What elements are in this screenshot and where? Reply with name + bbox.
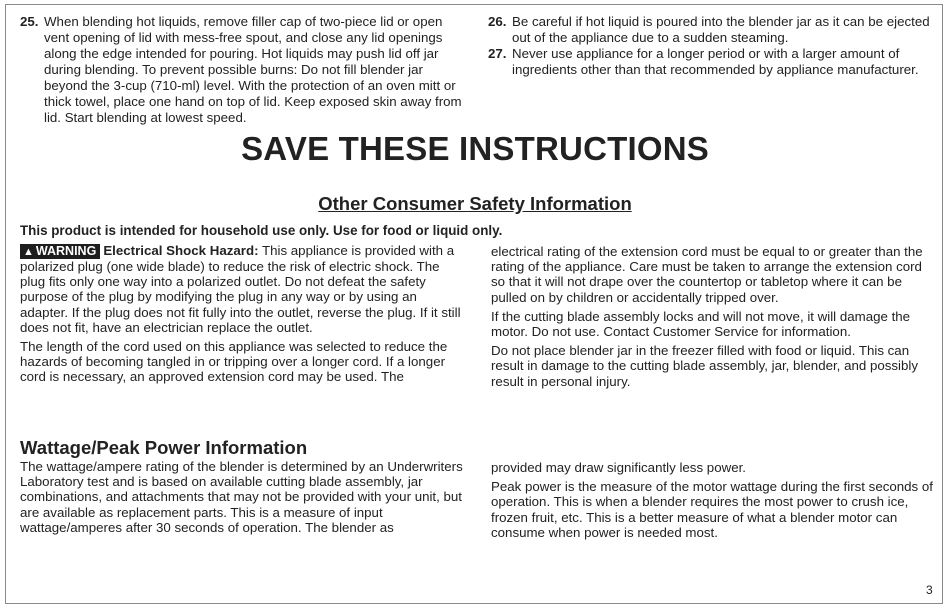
item-number: 27. <box>488 46 507 61</box>
page-number: 3 <box>926 583 933 597</box>
safety-list-left <box>20 14 470 126</box>
wattage-title: Wattage/Peak Power Information <box>20 437 308 458</box>
freezer-paragraph: Do not place blender jar in the freezer filled with food or liquid. This can result in damage to the cutting blade assembly, jar, blender, and possibly result in personal injury. <box>491 343 918 389</box>
left-column-bottom <box>20 459 466 539</box>
item-text: Never use appliance for a longer period or with a larger amount of ingredients other than that recommended by appliance manufacturer. <box>512 46 919 77</box>
wattage-paragraph: The wattage/ampere rating of the blender is determined by an Underwriters Laboratory test and is based on available cutting blade assembly, jar combinations, and attachments that may not be provided with your unit, but are available as replacement parts. This is a measure of input wattage/amperes after 30 seconds of operation. The blender as <box>20 459 463 535</box>
cord-paragraph: The length of the cord used on this appliance was selected to reduce the hazards of becoming tangled in or tripping over a longer cord. If a longer cord is necessary, an approved extension cord may be used. The <box>20 339 448 385</box>
right-column-bottom <box>491 460 937 544</box>
warning-label-text: WARNING <box>35 244 97 258</box>
item-text: Be careful if hot liquid is poured into the blender jar as it can be ejected out of the appliance due to a sudden steaming. <box>512 14 930 45</box>
left-column-top <box>20 243 466 389</box>
blade-paragraph: If the cutting blade assembly locks and will not move, it will damage the motor. Do not use. Contact Customer Service for information. <box>491 308 911 340</box>
hazard-heading: Electrical Shock Hazard: <box>103 243 259 258</box>
household-notice: This product is intended for household use only. Use for food or liquid only. <box>20 223 503 238</box>
item-number: 25. <box>20 14 39 29</box>
warning-text: This appliance is provided with a polarized plug (one wide blade) to reduce the risk of electric shock. The plug fits only one way into a polarized outlet. Do not defeat the safety purpose of the plug by modifying the plug in any way or by using an adapter. If the plug does not fit fully into the outlet, reverse the plug. If it still does not fit, have an electrician replace the outlet. <box>20 243 461 335</box>
warning-paragraph <box>20 243 466 335</box>
right-column-top <box>491 244 937 393</box>
warning-triangle-icon: ▲ <box>23 246 34 258</box>
item-text: When blending hot liquids, remove filler cap of two-piece lid or open vent opening of lid with mess-free spout, and close any lid openings along the edge intended for pouring. Hot liquids may push lid off jar during blending. To prevent possible burns: Do not fill blender jar beyond the 3-cup (710-ml) level. With the protection of an oven mitt or thick towel, place one hand on top of lid. Keep exposed skin away from lid. Start blending at lowest speed. <box>44 14 462 125</box>
list-item <box>488 14 938 46</box>
warning-label <box>20 244 100 259</box>
safety-list-right <box>488 14 938 78</box>
wattage-paragraph-continued: provided may draw significantly less power. <box>491 460 746 475</box>
save-instructions-title: SAVE THESE INSTRUCTIONS <box>241 130 709 167</box>
peak-power-paragraph: Peak power is the measure of the motor wattage during the first seconds of operation. This is when a blender requires the most power to crush ice, frozen fruit, etc. This is a better measure of what a blender motor can consume when power is needed most. <box>491 479 933 540</box>
item-number: 26. <box>488 14 507 29</box>
section-title: Other Consumer Safety Information <box>318 193 632 214</box>
list-item <box>20 14 470 126</box>
cord-paragraph-continued: electrical rating of the extension cord must be equal to or greater than the rating of the appliance. Care must be taken to arrange the extension cord so that it will not drape over the countertop or tabletop where it can be pulled on by children or accidentally tripped over. <box>491 244 923 305</box>
list-item <box>488 46 938 78</box>
